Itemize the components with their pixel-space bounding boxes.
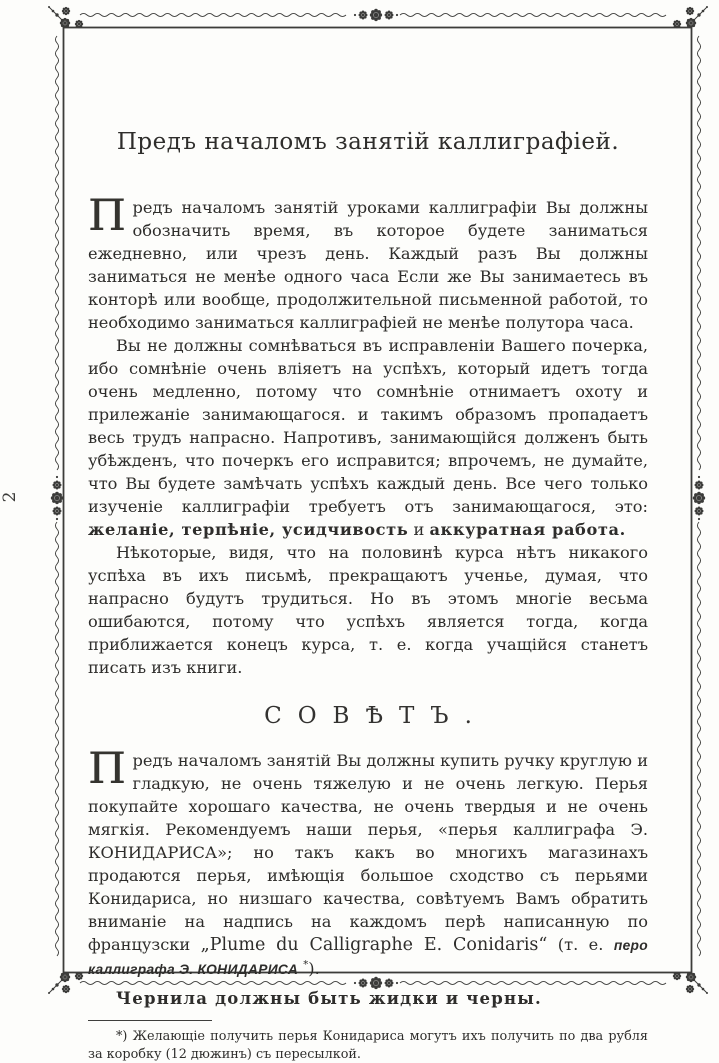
wavy-border-left <box>55 36 58 470</box>
corner-ornament-bottom-left <box>49 980 62 993</box>
section-heading-advice: СОВѢТЪ. <box>264 703 488 729</box>
footnote-text: Желающіе получить перья Конидариса могутъ ихъ получить по два рубля за коробку (12 дюжинъ) съ пересылкой. <box>88 1029 648 1062</box>
side-ornament-vertical <box>53 481 62 490</box>
corner-ornament-bottom-right <box>694 980 707 993</box>
side-ornament-vertical <box>695 481 704 490</box>
italic-translation: перо каллиграфа Э. КОНИДАРИСА <box>88 938 648 977</box>
side-ornament-horizontal <box>396 14 398 16</box>
corner-ornament-bottom-right <box>702 988 705 991</box>
corner-ornament-top-right <box>686 7 694 15</box>
side-page-number: 2 <box>0 491 20 503</box>
wavy-border-left <box>55 522 58 956</box>
side-ornament-vertical <box>51 492 63 504</box>
page-content <box>88 126 648 1063</box>
paragraph-text: (т. е. <box>547 935 614 954</box>
wavy-border-top <box>400 13 666 16</box>
bold-emphasis-qualities: желаніе, терпѣніе, усидчивость <box>88 520 409 539</box>
corner-ornament-top-right <box>702 10 705 13</box>
side-ornament-vertical <box>698 518 700 520</box>
footnote-reference-marker: * <box>303 959 309 971</box>
page-title: Предъ началомъ занятій каллиграфіей. <box>116 129 620 155</box>
paragraph-text: редъ началомъ занятій уроками каллиграфіи Вы должны обозначить время, въ которое будете заниматься ежедневно, или чрезъ день. Каждый разъ Вы должны заниматься не менѣе одного часа Если же Вы занимаетесь въ конторѣ или вообще, продолжительной письменной работой, то необходимо заниматься каллиграфіей не менѣе полутора часа. <box>88 198 648 332</box>
corner-ornament-top-left <box>52 10 55 13</box>
ink-advice-line: Чернила должны быть жидки и черны. <box>116 989 542 1008</box>
corner-ornament-bottom-left <box>62 985 70 993</box>
corner-ornament-top-right <box>697 13 700 16</box>
drop-cap-initial-2: П <box>88 744 126 794</box>
footnote <box>88 1020 648 1063</box>
corner-ornament-bottom-right <box>673 972 681 980</box>
side-ornament-vertical <box>56 476 58 478</box>
conjunction: и <box>408 520 430 539</box>
corner-ornament-top-right <box>673 20 681 28</box>
paragraph-text: Вы не должны сомнѣваться въ исправленіи Вашего почерка, ибо сомнѣніе очень вліяетъ на успѣхъ, который идетъ тогда очень медленно, потому что сомнѣніе отнимаетъ охоту и прилежаніе занимающагося. и такимъ образомъ пропадаетъ весь трудъ напрасно. Напротивъ, занимающійся долженъ быть убѣжденъ, что почеркъ его исправится; впрочемъ, не думайте, что Вы будете замѣчать успѣхъ каждый день. Все чего только изученіе каллиграфіи требуетъ отъ занимающагося, это: <box>88 336 648 516</box>
paragraph-2 <box>88 334 648 541</box>
side-ornament-horizontal <box>370 9 382 21</box>
french-pen-inscription: „Plume du Calligraphe E. Conidaris“ <box>200 935 548 955</box>
footnote-marker: *) <box>116 1029 128 1044</box>
drop-cap-initial-1: П <box>88 191 126 241</box>
corner-ornament-bottom-left <box>75 972 83 980</box>
wavy-border-right <box>697 522 700 956</box>
side-ornament-vertical <box>693 492 705 504</box>
side-ornament-vertical <box>56 518 58 520</box>
corner-ornament-bottom-left <box>55 983 58 986</box>
side-ornament-horizontal <box>385 11 394 20</box>
opening-paragraph <box>88 191 648 334</box>
corner-ornament-top-left <box>62 7 70 15</box>
corner-ornament-bottom-right <box>706 992 708 994</box>
side-ornament-vertical <box>695 507 704 516</box>
corner-ornament-top-left <box>55 13 58 16</box>
side-ornament-vertical <box>698 476 700 478</box>
corner-ornament-top-right <box>694 7 707 20</box>
side-ornament-vertical <box>53 507 62 516</box>
paragraph-3: Нѣкоторые, видя, что на половинѣ курса нѣтъ никакого успѣха въ ихъ письмѣ, прекращаютъ ученье, думая, что напрасно будутъ трудиться. Но въ этомъ многіе весьма ошибаются, потому что успѣхъ является тогда, когда приближается конецъ курса, т. е. когда учащійся станетъ писать изъ книги. <box>88 543 648 677</box>
corner-ornament-top-left <box>48 6 50 8</box>
corner-ornament-top-left <box>49 7 62 20</box>
side-ornament-horizontal <box>354 14 356 16</box>
footnote-divider <box>88 1020 212 1021</box>
corner-ornament-top-right <box>706 6 708 8</box>
advice-paragraph <box>88 744 648 981</box>
wavy-border-top <box>80 13 346 16</box>
corner-ornament-bottom-left <box>48 992 50 994</box>
corner-ornament-bottom-left <box>52 988 55 991</box>
corner-ornament-bottom-right <box>686 985 694 993</box>
paragraph-text: ). <box>308 959 320 978</box>
paragraph-text: редъ началомъ занятій Вы должны купить ручку круглую и гладкую, не очень тяжелую и не очень легкую. Перья покупайте хорошаго качества, не очень твердыя и не очень мягкія. Рекомендуемъ наши перья, «перья каллиграфа Э. КОНИДАРИСА»; но такъ какъ во многихъ магазинахъ продаются перья, имѣющія большое сходство съ перьями Конидариса, но низшаго качества, совѣтуемъ Вамъ обратить вниманіе на надпись на каждомъ перѣ написанную по французски <box>88 751 648 954</box>
side-ornament-horizontal <box>359 11 368 20</box>
corner-ornament-bottom-right <box>697 983 700 986</box>
bold-emphasis-work: аккуратная работа. <box>429 520 626 539</box>
wavy-border-right <box>697 36 700 470</box>
footnote-paragraph <box>88 1028 648 1063</box>
corner-ornament-top-left <box>75 20 83 28</box>
